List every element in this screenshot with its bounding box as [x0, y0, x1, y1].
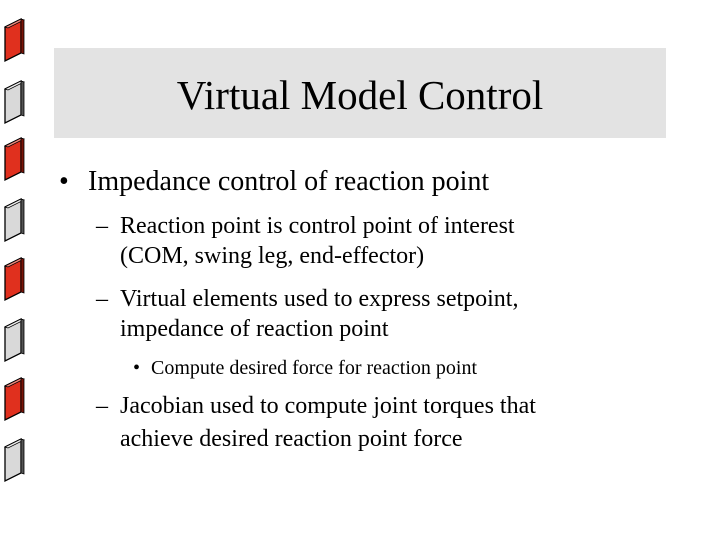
sub-bullet-text: impedance of reaction point — [120, 316, 389, 342]
sub-bullet-text: Virtual elements used to express setpoint, — [120, 286, 519, 312]
sub-bullet-marker: – — [96, 286, 108, 312]
sub-bullet-text: achieve desired reaction point force — [120, 426, 463, 452]
sub-sub-bullet-text: Compute desired force for reaction point — [151, 357, 477, 379]
sub-sub-bullet-marker: • — [133, 357, 141, 379]
sub-bullet-marker: – — [96, 213, 108, 239]
sub-bullet-text: Jacobian used to compute joint torques that — [120, 393, 536, 419]
sub-bullet-text: (COM, swing leg, end-effector) — [120, 243, 425, 269]
sub-bullet-marker: – — [96, 393, 108, 419]
sub-bullet-text: Reaction point is control point of interest — [120, 213, 515, 239]
slide-title: Virtual Model Control — [176, 71, 544, 118]
bullet-marker: • — [59, 166, 69, 197]
bullet-text: Impedance control of reaction point — [88, 166, 490, 197]
